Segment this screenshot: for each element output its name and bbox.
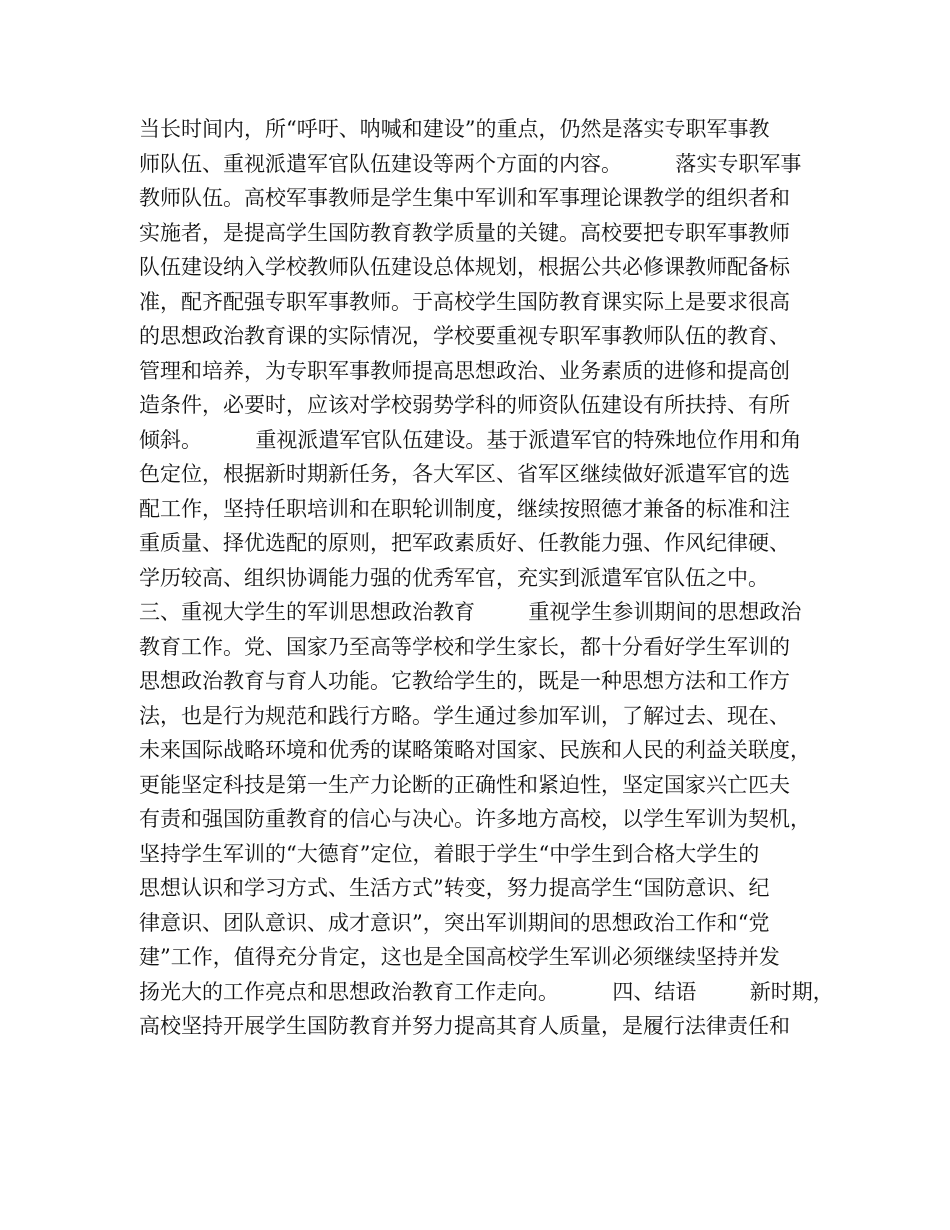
body-text (139, 112, 839, 1044)
text-line: 师队伍、重视派遣军官队伍建设等两个方面的内容。 落实专职军事 (139, 151, 802, 176)
text-line: 思想政治教育与育人功能。它教给学生的，既是一种思想方法和工作方 (139, 669, 790, 693)
text-line: 未来国际战略环境和优秀的谋略策略对国家、民族和人民的利益关联度， (139, 738, 811, 762)
text-line: 三、重视大学生的军训思想政治教育 重视学生参训期间的思想政治 (139, 600, 802, 624)
text-line: 当长时间内，所“呼吁、呐喊和建设”的重点，仍然是落实专职军事教 (139, 117, 770, 141)
text-line: 教育工作。党、国家乃至高等学校和学生家长，都十分看好学生军训的 (139, 634, 790, 659)
text-line: 坚持学生军训的“大德育”定位，着眼于学生“中学生到合格大学生的 (139, 841, 760, 866)
text-line: 配工作，坚持任职培训和在职轮训制度，继续按照德才兼备的标准和注 (139, 496, 790, 521)
text-line: 高校坚持开展学生国防教育并努力提高其育人质量，是履行法律责任和 (139, 1014, 790, 1038)
text-line: 有责和强国防重教育的信心与决心。许多地方高校，以学生军训为契机， (139, 807, 811, 831)
text-line: 扬光大的工作亮点和思想政治教育工作走向。 四、结语 新时期， (139, 979, 834, 1004)
text-line: 准，配齐配强专职军事教师。于高校学生国防教育课实际上是要求很高 (139, 289, 790, 314)
text-line: 色定位，根据新时期新任务，各大军区、省军区继续做好派遣军官的选 (139, 462, 790, 486)
text-line: 思想认识和学习方式、生活方式”转变，努力提高学生“国防意识、纪 (139, 876, 770, 900)
text-line: 造条件，必要时，应该对学校弱势学科的师资队伍建设有所扶持、有所 (139, 393, 790, 417)
text-line: 建”工作，值得充分肯定，这也是全国高校学生军训必须继续坚持并发 (139, 945, 780, 969)
text-line: 倾斜。 重视派遣军官队伍建设。基于派遣军官的特殊地位作用和角 (139, 427, 802, 452)
text-line: 教师队伍。高校军事教师是学生集中军训和军事理论课教学的组织者和 (139, 186, 790, 210)
text-line: 的思想政治教育课的实际情况，学校要重视专职军事教师队伍的教育、 (139, 324, 790, 348)
text-line: 队伍建设纳入学校教师队伍建设总体规划，根据公共必修课教师配备标 (139, 255, 790, 279)
text-line: 学历较高、组织协调能力强的优秀军官，充实到派遣军官队伍之中。 (139, 565, 769, 590)
text-line: 更能坚定科技是第一生产力论断的正确性和紧迫性，坚定国家兴亡匹夫 (139, 772, 790, 797)
text-line: 律意识、团队意识、成才意识”，突出军训期间的思想政治工作和“党 (139, 910, 770, 935)
text-line: 管理和培养，为专职军事教师提高思想政治、业务素质的进修和提高创 (139, 358, 790, 383)
text-line: 法，也是行为规范和践行方略。学生通过参加军训，了解过去、现在、 (139, 703, 790, 728)
text-line: 实施者，是提高学生国防教育教学质量的关键。高校要把专职军事教师 (139, 220, 790, 245)
text-line: 重质量、择优选配的原则，把军政素质好、任教能力强、作风纪律硬、 (139, 531, 790, 555)
